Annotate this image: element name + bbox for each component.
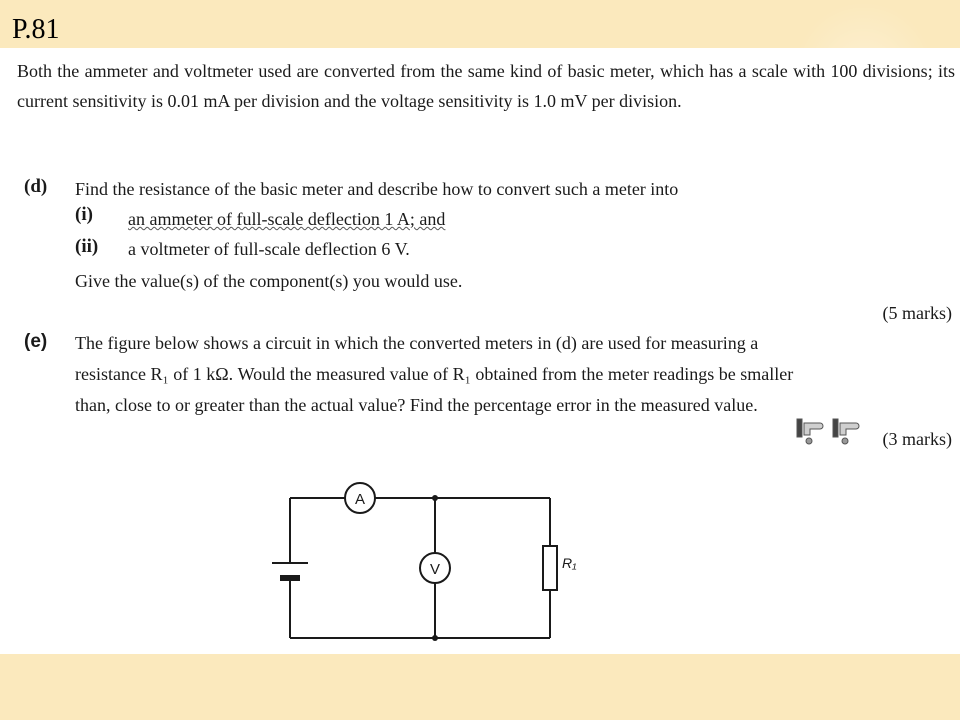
slide-number: P.81 [12,14,60,45]
ammeter-label: A [354,491,366,508]
resistor-symbol [543,546,557,590]
resistor-label: R₁ [562,555,577,571]
part-d-i-label: (i) [75,204,93,225]
intro-paragraph: Both the ammeter and voltmeter used are converted from the same kind of basic meter, which has a scale with 100 divisions; its current sensitivity is 0.01 mA per division and the voltage sensitivity is 1.0 mV per division. [17,61,955,111]
part-d-question: Find the resistance of the basic meter and describe how to convert such a meter into [75,179,679,199]
pointing-hand-icon [795,417,867,447]
part-d-i-text: an ammeter of full-scale deflection 1 A; and [128,209,446,229]
part-d-ii-label: (ii) [75,236,99,257]
part-d-label: (d) [24,176,48,197]
part-d-ii-text: a voltmeter of full-scale deflection 6 V. [128,239,410,259]
part-e-marks: (3 marks) [882,429,952,449]
voltmeter-label: V [429,561,441,578]
part-e-label: (e) [24,331,48,352]
junction-bottom [432,635,438,641]
junction-top [432,495,438,501]
circuit-diagram [260,478,580,658]
part-d-closing: Give the value(s) of the component(s) you would use. [75,271,463,291]
part-d-marks: (5 marks) [882,303,952,323]
part-e-line-1: The figure below shows a circuit in which the converted meters in (d) are used for measuring a [75,333,759,353]
part-e-line-2: resistance R₁ of 1 kΩ. Would the measured value of R₁ obtained from the meter readings be smaller [75,364,794,384]
part-e-line-3: than, close to or greater than the actual value? Find the percentage error in the measured value. [75,395,758,415]
question-panel [0,48,960,654]
